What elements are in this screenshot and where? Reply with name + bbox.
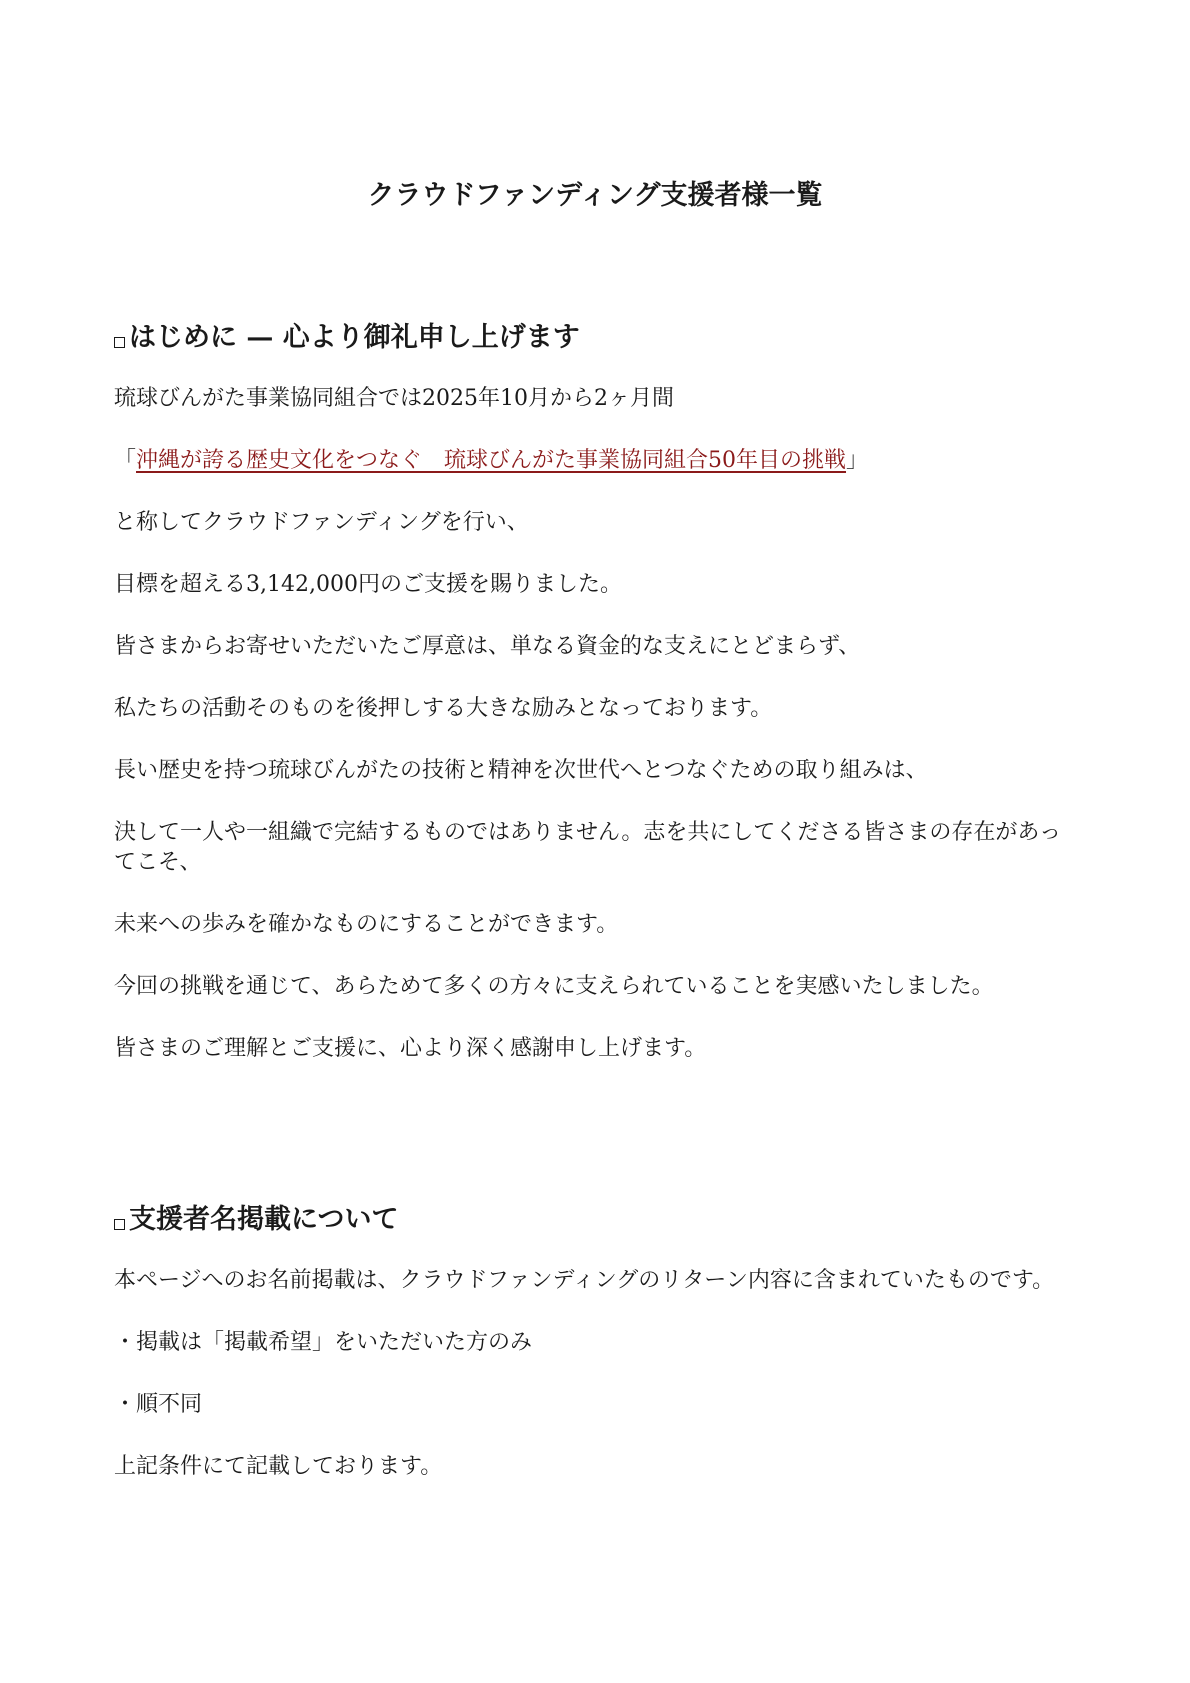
checkbox-square-icon xyxy=(114,337,125,348)
section-heading-text: 支援者名掲載について xyxy=(129,1204,399,1235)
section-heading-supporter-listing xyxy=(114,1200,1074,1240)
section-heading-gratitude xyxy=(114,318,1074,358)
paragraph: 今回の挑戦を通じて、あらためて多くの方々に支えられていることを実感いたしました。 xyxy=(114,974,994,999)
paragraph: 私たちの活動そのものを後押しする大きな励みとなっております。 xyxy=(114,696,773,721)
project-link[interactable]: 沖縄が誇る歴史文化をつなぐ 琉球びんがた事業協同組合50年目の挑戦 xyxy=(136,448,847,473)
section-heading-text: はじめに — 心より御礼申し上げます xyxy=(129,322,580,353)
open-bracket: 「 xyxy=(114,448,137,473)
paragraph: 目標を超える3,142,000円のご支援を賜りました。 xyxy=(114,572,622,597)
close-bracket: 」 xyxy=(846,448,869,473)
paragraph: 皆さまからお寄せいただいたご厚意は、単なる資金的な支えにとどまらず、 xyxy=(114,634,861,659)
section-spacer xyxy=(114,1096,1074,1200)
document-body xyxy=(114,318,1074,1514)
bullet-item: ・掲載は「掲載希望」をいただいた方のみ xyxy=(114,1330,533,1355)
paragraph: 未来への歩みを確かなものにすることができます。 xyxy=(114,912,619,937)
paragraph: 皆さまのご理解とご支援に、心より深く感謝申し上げます。 xyxy=(114,1036,707,1061)
paragraph: 上記条件にて記載しております。 xyxy=(114,1454,443,1479)
paragraph: 長い歴史を持つ琉球びんがたの技術と精神を次世代へとつなぐための取り組みは、 xyxy=(114,758,928,783)
paragraph: 本ページへのお名前掲載は、クラウドファンディングのリターン内容に含まれていたものです。 xyxy=(114,1268,1055,1293)
section-supporter-listing xyxy=(114,1200,1074,1482)
project-link-line xyxy=(114,446,1074,476)
section-gratitude xyxy=(114,318,1074,1064)
paragraph: 決して一人や一組織で完結するものではありません。志を共にしてくださる皆さまの存在があってこそ、 xyxy=(114,820,1062,875)
paragraph: と称してクラウドファンディングを行い、 xyxy=(114,510,529,535)
intro-paragraph: 琉球びんがた事業協同組合では2025年10月から2ヶ月間 xyxy=(114,386,674,411)
checkbox-square-icon xyxy=(114,1219,125,1230)
bullet-item: ・順不同 xyxy=(114,1392,203,1417)
document-title: クラウドファンディング支援者様一覧 xyxy=(367,180,823,211)
